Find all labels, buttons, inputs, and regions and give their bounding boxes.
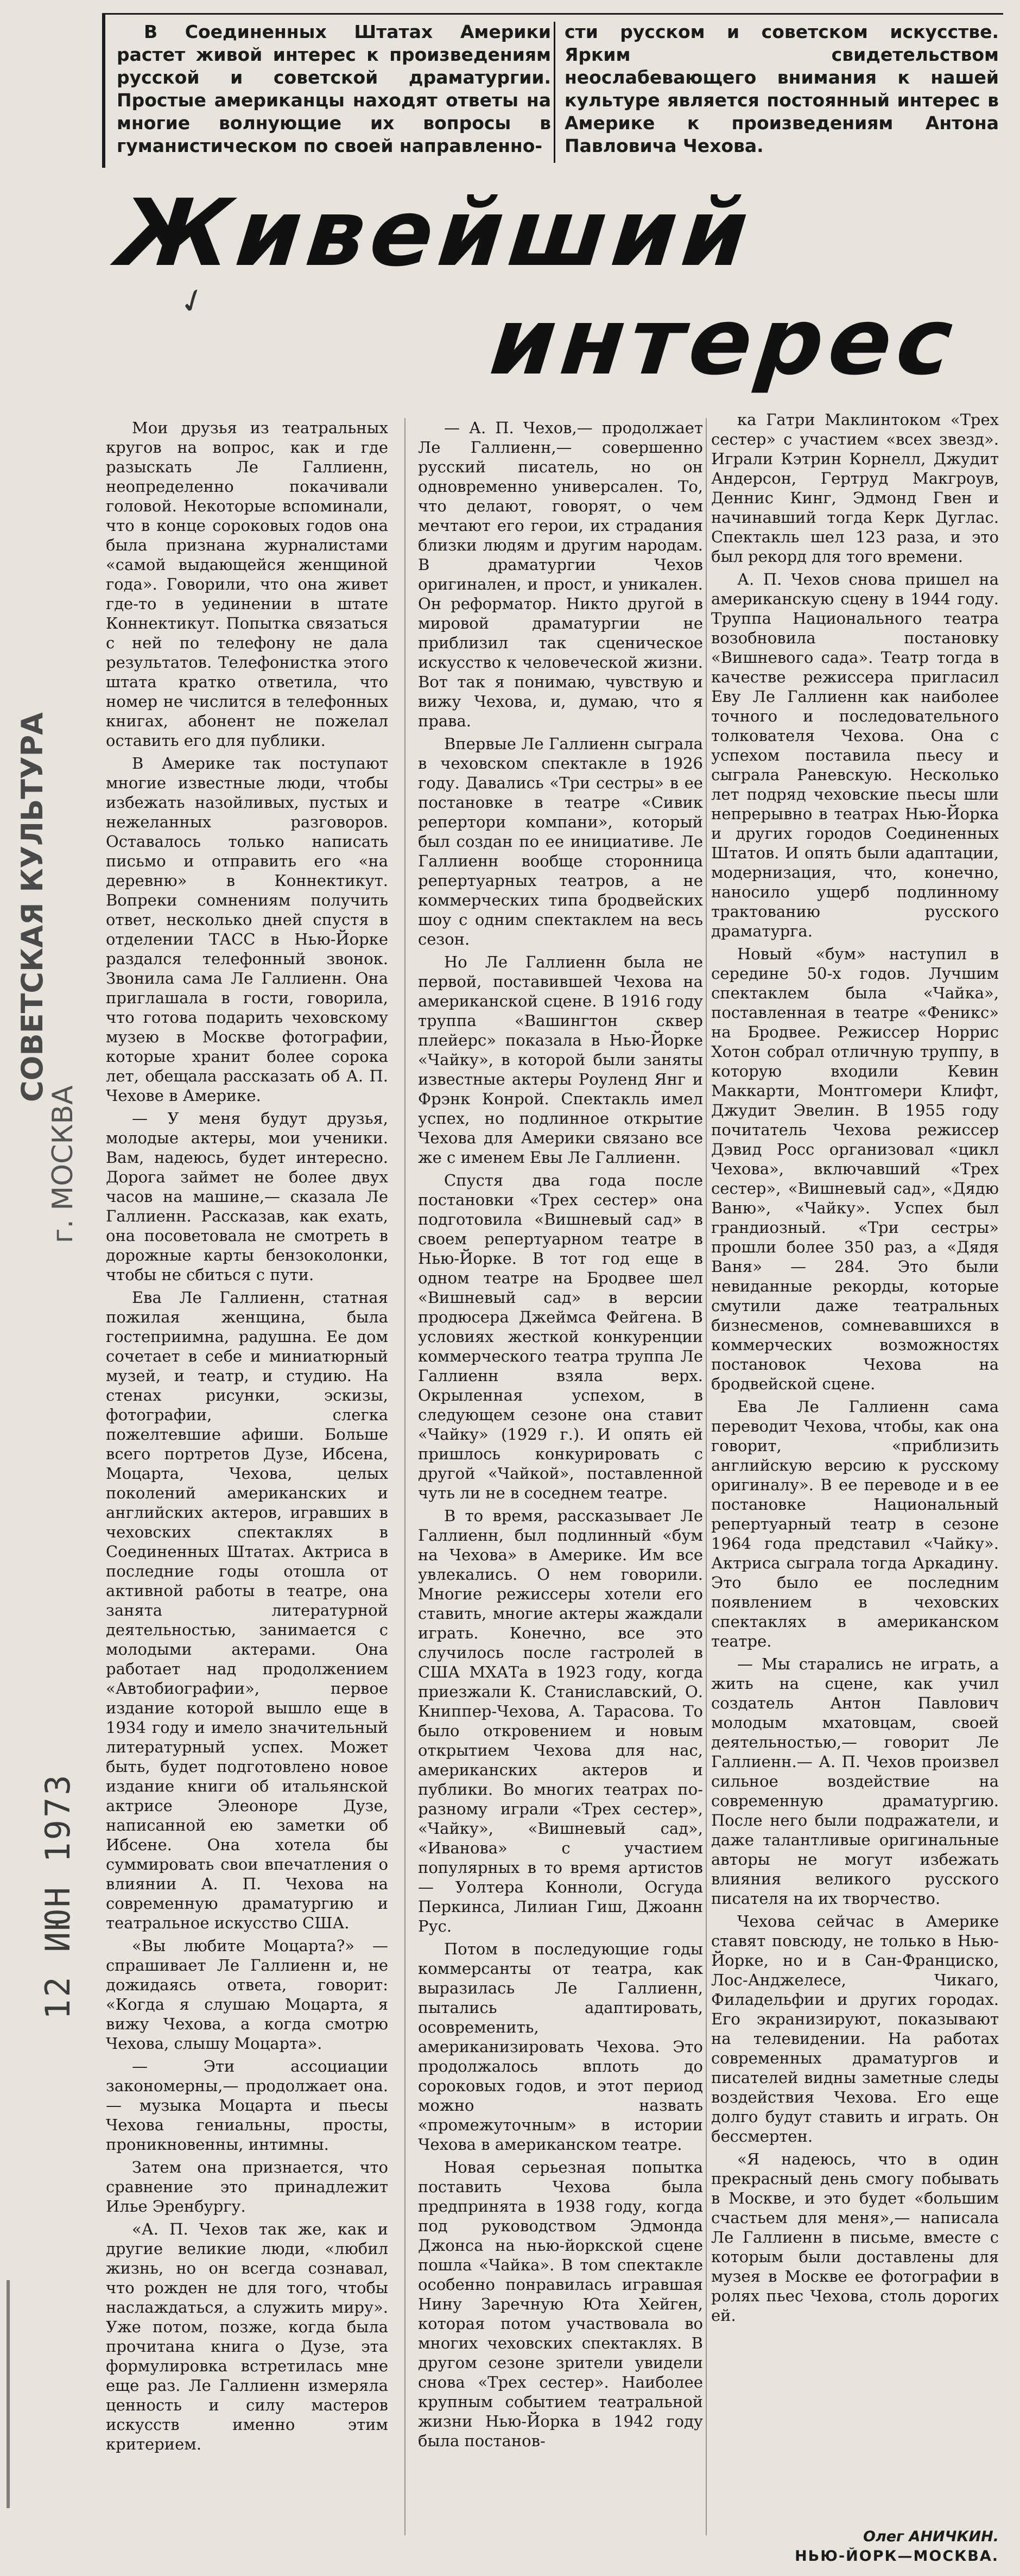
paragraph: — Эти ассоциации закономерны,— продолжает она.— музыка Моцарта и пьесы Чехова гениальны, просты, проникновенны, интимны. (106, 2057, 388, 2154)
article-signature (755, 2527, 999, 2566)
article-column-3 (711, 410, 999, 2325)
article-column-1 (106, 418, 388, 2454)
paragraph: — У меня будут друзья, молодые актеры, мои ученики. Вам, надеюсь, будет интересно. Дорога займет не более двух часов на машине,— сказала Ле Галлиенн. Рассказав, как ехать, она посоветовала не смотреть в дорожные карты бензоколонки, чтобы не сбиться с пути. (106, 1109, 388, 1284)
newspaper-name-stamp: СОВЕТСКАЯ КУЛЬТУРА (15, 712, 49, 1102)
paragraph: — А. П. Чехов,— продолжает Ле Галлиенн,— совершенно русский писатель, но он одновременно универсален. То, что делают, говорят, о чем мечтают его герои, их страдания близки людям и другим народам. В драматургии Чехов оригинален, и прост, и уникален. Он реформатор. Никто другой в мировой драматургии не приблизил так сценическое искусство к человеческой жизни. Вот так я понимаю, чувствую и вижу Чехова, и, думаю, что я права. (418, 419, 703, 730)
lead-paragraph-part1: В Соединенных Штатах Америки растет живой интерес к произведениям русской и советской драматургии. Простые американцы находят ответы на многие волнующие их вопросы в гуманистическом по своей направленно- (117, 21, 551, 156)
dateline-place: НЬЮ-ЙОРК—МОСКВА. (795, 2548, 999, 2565)
paragraph: Но Ле Галлиенн была не первой, поставившей Чехова на американской сцене. В 1916 году труппа «Вашингтон сквер плейерс» показала в Нью-Йорке «Чайку», в которой были заняты известные актеры Роуленд Янг и Фрэнк Конрой. Спектакль имел успех, но подлинное открытие Чехова для Америки связано все же с именем Евы Ле Галлиенн. (418, 953, 703, 1167)
lead-divider (554, 22, 555, 163)
paragraph: А. П. Чехов снова пришел на американскую сцену в 1944 году. Труппа Национального театра возобновила постановку «Вишневого сада». Театр тогда в качестве режиссера пригласил Еву Ле Галлиенн как наиболее точного и последовательного толкователя Чехова. Она с успехом поставила пьесу и сыграла Раневскую. Несколько лет подряд чеховские пьесы шли непрерывно в театрах Нью-Йорка и других городов Соединенных Штатов. И опять были адаптации, модернизация, что, конечно, наносило ущерб подлинному трактованию русского драматурга. (711, 570, 999, 940)
paragraph: Мои друзья из театральных кругов на вопрос, как и где разыскать Ле Галлиенн, неопределенно покачивали головой. Некоторые вспоминали, что в конце сороковых годов она была признана журналистами «самой выдающейся женщиной года». Говорили, что она живет где-то в уединении в штате Коннектикут. Попытка связаться с ней по телефону не дала результатов. Телефонистка этого штата кратко ответила, что номер не числится в телефонных книгах, абонент не пожелал оставить его для публики. (106, 419, 388, 750)
paragraph: Потом в последующие годы коммерсанты от театра, как выразилась Ле Галлиенн, пытались адаптировать, осовременить, американизировать Чехова. Это продолжалось вплоть до сороковых годов, и этот период можно назвать «промежуточным» в истории Чехова в американском театре. (418, 1940, 703, 2154)
paragraph: В то время, рассказывает Ле Галлиенн, был подлинный «бум на Чехова» в Америке. Им все увлекались. О нем говорили. Многие режиссеры хотели его ставить, многие актеры жаждали играть. Конечно, все это случилось после гастролей в США МХАТа в 1923 году, когда приезжали К. Станиславский, О. Книппер-Чехова, А. Тарасова. То было откровением и новым открытием Чехова для нас, американских актеров и публики. Во многих театрах по-разному играли «Трех сестер», «Чайку», «Вишневый сад», «Иванова» с участием популярных в то время артистов — Уолтера Конноли, Осгуда Перкинса, Лилиан Гиш, Джоанн Рус. (418, 1507, 703, 1935)
paragraph: Новый «бум» наступил в середине 50-х годов. Лучшим спектаклем была «Чайка», поставленная в театре «Феникс» на Бродвее. Режиссер Норрис Хотон собрал отличную труппу, в которую входили Кевин Маккарти, Монтгомери Клифт, Джудит Эвелин. В 1955 году почитатель Чехова режиссер Дэвид Росс организовал «цикл Чехова», включавший «Трех сестер», «Вишневый сад», «Дядю Ваню», «Чайку». Успех был грандиозный. «Три сестры» прошли более 350 раз, а «Дядя Ваня» — 284. Это были невиданные рекорды, которые смутили даже театральных бизнесменов, сомневавшихся в коммерческих возможностях постановок Чехова на бродвейской сцене. (711, 945, 999, 1393)
column-divider (706, 418, 707, 2535)
column-divider (404, 418, 406, 2535)
paragraph: Спустя два года после постановки «Трех сестер» она подготовила «Вишневый сад» в своем репертуарном театре в Нью-Йорке. В тот год еще в одном театре на Бродвее шел «Вишневый сад» в версии продюсера Джеймса Фейгена. В условиях жесткой конкуренции коммерческого театра труппа Ле Галлиенн взяла верх. Окрыленная успехом, в следующем сезоне она ставит «Чайку» (1929 г.). И опять ей пришлось конкурировать с другой «Чайкой», поставленной чуть ли не в соседнем театре. (418, 1171, 703, 1502)
paragraph: Впервые Ле Галлиенн сыграла в чеховском спектакле в 1926 году. Давались «Три сестры» в ее постановке в театре «Сивик репертори компани», который был создан по ее инициативе. Ле Галлиенн вообще сторонница репертуарных театров, а не коммерческих типа бродвейских шоу с одним спектаклем на весь сезон. (418, 735, 703, 948)
pen-checkmark-icon: ✓ (173, 279, 212, 324)
paragraph: Ева Ле Галлиенн, статная пожилая женщина, была гостеприимна, радушна. Ее дом сочетает в себе и миниатюрный музей, и театр, и студию. На стенах рисунки, эскизы, фотографии, слегка пожелтевшие афиши. Больше всего портретов Дузе, Ибсена, Моцарта, Чехова, целых поколений американских и английских актеров, игравших в чеховских спектаклях в Соединенных Штатах. Актриса в последние годы отошла от активной работы в театре, она занята литературной деятельностью, занимается с молодыми актерами. Она работает над продолжением «Автобиографии», первое издание которой вышло еще в 1934 году и имело значительный литературный успех. Может быть, будет подготовлено новое издание книги об итальянской актрисе Элеоноре Дузе, написанной ею заметки об Ибсене. Она хотела бы суммировать свои впечатления о влиянии А. П. Чехова на современную драматургию и театральное искусство США. (106, 1288, 388, 1932)
paragraph: «Я надеюсь, что в один прекрасный день смогу побывать в Москве, и это будет «большим счастьем для меня»,— написала Ле Галлиенн в письме, вместе с которым были доставлены для музея в Москве ее фотографии в ролях пьес Чехова, столь дорогих ей. (711, 2150, 999, 2325)
date-stamp: 12 ИЮН 1973 (38, 1773, 78, 2020)
author-name: Олег АНИЧКИН. (863, 2528, 999, 2545)
margin-ink-mark (7, 2280, 10, 2508)
headline-line2: интерес (485, 288, 963, 396)
paragraph: Чехова сейчас в Америке ставят повсюду, не только в Нью-Йорке, но и в Сан-Франциско, Лос-Анджелесе, Чикаго, Филадельфии и других городах. Его экранизируют, показывают на телевидении. На работах современных драматургов и писателей видны заметные следы воздействия Чехова. Его еще долго будут ставить и играть. Он бессмертен. (711, 1912, 999, 2145)
lead-paragraph-part2: сти русском и советском искусстве. Ярким свидетельством неослабевающего внимания к нашей культуре является постоянный интерес в Америке к произведениям Антона Павловича Чехова. (565, 21, 999, 156)
paragraph: «Вы любите Моцарта?» — спрашивает Ле Галлиенн и, не дожидаясь ответа, говорит: «Когда я слушаю Моцарта, я вижу Чехова, а когда смотрю Чехова, слышу Моцарта». (106, 1936, 388, 2053)
article-column-2 (418, 418, 703, 2451)
paragraph: Новая серьезная попытка поставить Чехова была предпринята в 1938 году, когда под руководством Эдмонда Джонса на нью-йоркской сцене пошла «Чайка». В том спектакле особенно понравилась игравшая Нину Заречную Юта Хейген, которая потом участвовала во многих чеховских спектаклях. В другом сезоне зрители увидели снова «Трех сестер». Наиболее крупным событием театральной жизни Нью-Йорка в 1942 году была постанов- (418, 2158, 703, 2450)
paragraph: Ева Ле Галлиенн сама переводит Чехова, чтобы, как она говорит, «приблизить английскую версию к русскому оригиналу». В ее переводе и в ее постановке Национальный репертуарный театр в сезоне 1964 года представил «Чайку». Актриса сыграла тогда Аркадину. Это было ее последним появлением в чеховских спектаклях в американском театре. (711, 1397, 999, 1650)
lead-top-rule (102, 13, 1003, 15)
paragraph: В Америке так поступают многие известные люди, чтобы избежать назойливых, пустых и нежеланных разговоров. Оставалось только написать письмо и отправить его «на деревню» в Коннектикут. Вопреки сомнениям получить ответ, несколько дней спустя в отделении ТАСС в Нью-Йорке раздался телефонный звонок. Звонила сама Ле Галлиенн. Она приглашала в гости, говорила, что готова подарить чеховскому музею в Москве фотографии, которые хранит более сорока лет, обещала рассказать об А. П. Чехове в Америке. (106, 754, 388, 1105)
paragraph: ка Гатри Маклинтоком «Трех сестер» с участием «всех звезд». Играли Кэтрин Корнелл, Джудит Андерсон, Гертруд Макгроув, Деннис Кинг, Эдмонд Гвен и начинавший тогда Керк Дуглас. Спектакль шел 123 раза, и это был рекорд для того времени. (711, 410, 999, 566)
paragraph: «А. П. Чехов так же, как и другие великие люди, «любил жизнь, но он всегда сознавал, что рожден не для того, чтобы наслаждаться, а служить миру». Уже потом, позже, когда была прочитана книга о Дузе, эта формулировка встретилась мне еще раз. Ле Галлиенн измеряла ценность и силу мастеров искусств именно этим критерием. (106, 2220, 388, 2453)
paragraph: — Мы старались не играть, а жить на сцене, как учил создатель Антон Павлович молодым мхатовцам, своей деятельностью,— говорит Ле Галлиенн.— А. П. Чехов произвел сильное воздействие на современную драматургию. После него были подражатели, и даже талантливые оригинальные авторы не могут избежать влияния великого русского писателя на их творчество. (711, 1655, 999, 1908)
headline-line1: Живейший (112, 180, 758, 287)
lead-left-rule (102, 13, 105, 168)
city-stamp: г. МОСКВА (47, 1085, 79, 1243)
paragraph: Затем она признается, что сравнение это принадлежит Илье Эренбургу. (106, 2158, 388, 2216)
